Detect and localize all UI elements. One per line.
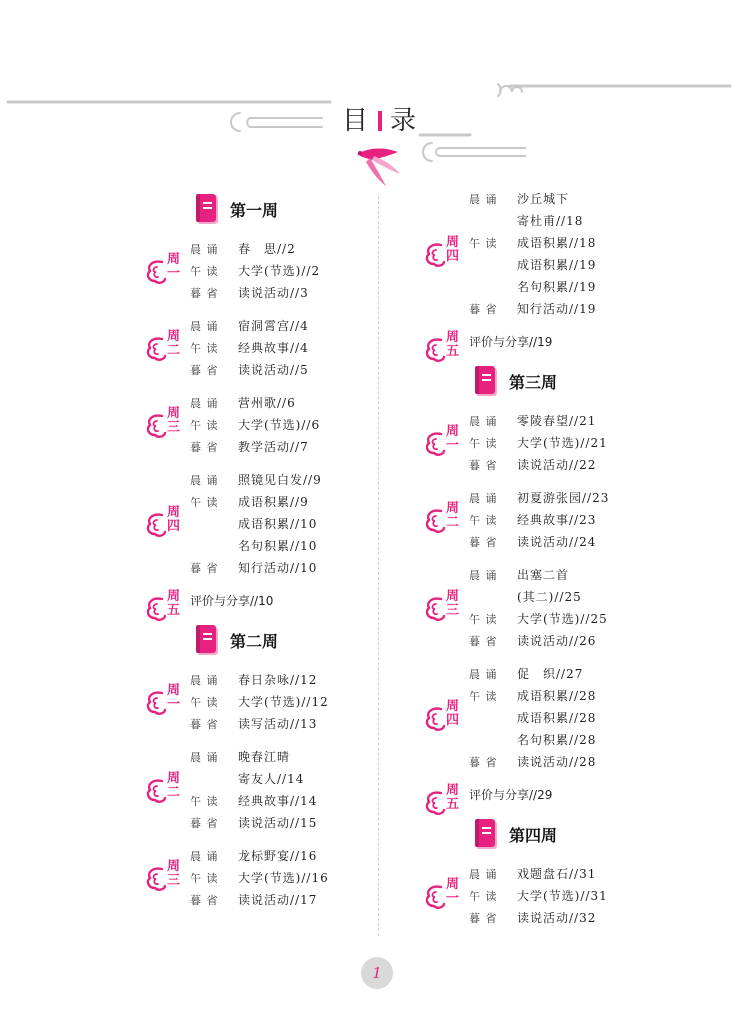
toc-entry[interactable] (469, 885, 685, 907)
entry-title: 晚春江晴 (238, 750, 291, 764)
week-heading (146, 623, 371, 661)
entry-label: 暮 省 (469, 756, 498, 769)
entry-list (469, 331, 685, 353)
toc-entry[interactable] (190, 315, 371, 337)
day-entry (146, 469, 371, 579)
toc-entry[interactable] (190, 691, 371, 713)
evaluation-entry (425, 783, 685, 812)
entry-title: 评价与分享//10 (190, 594, 274, 608)
badge-char: 周 (446, 783, 460, 798)
entry-title: 春 思//2 (238, 242, 296, 256)
day-badge (146, 330, 186, 370)
badge-char: 周 (167, 505, 181, 520)
entry-label: 晨 诵 (190, 474, 219, 487)
page-title (342, 100, 418, 137)
toc-entry[interactable] (469, 531, 685, 553)
entry-label: 暮 省 (190, 562, 219, 575)
entry-title: 读说活动//3 (238, 286, 309, 300)
entry-label: 晨 诵 (190, 751, 219, 764)
day-badge-label (446, 700, 462, 728)
entry-list (190, 590, 371, 612)
badge-char: 周 (446, 877, 460, 892)
toc-entry[interactable] (190, 513, 371, 535)
entry-title: 读写活动//13 (238, 717, 318, 731)
day-entry (425, 663, 685, 773)
entry-label: 晨 诵 (469, 492, 498, 505)
day-badge-label (446, 878, 462, 906)
toc-entry[interactable] (469, 331, 685, 353)
entry-list (469, 188, 685, 320)
toc-entry[interactable] (190, 238, 371, 260)
book-icon (475, 366, 495, 394)
entry-title: 寄友人//14 (238, 772, 305, 786)
entry-label: 午 读 (469, 890, 498, 903)
entry-label: 午 读 (469, 437, 498, 450)
day-entry (146, 746, 371, 834)
entry-title: 经典故事//23 (517, 513, 597, 527)
entry-label: 暮 省 (469, 912, 498, 925)
badge-char: 二 (167, 785, 181, 800)
toc-entry[interactable] (469, 188, 685, 210)
book-icon (196, 194, 216, 222)
entry-label: 晨 诵 (190, 850, 219, 863)
entry-list (469, 663, 685, 773)
day-badge-label (167, 253, 183, 281)
swallow-icon (357, 149, 400, 187)
badge-char: 三 (446, 603, 460, 618)
entry-label: 暮 省 (190, 817, 219, 830)
entry-title: 评价与分享//29 (469, 788, 553, 802)
day-badge-label (446, 502, 462, 530)
day-entry (425, 564, 685, 652)
toc-entry[interactable] (469, 232, 685, 254)
day-badge-label (446, 331, 462, 359)
entry-title: 龙标野宴//16 (238, 849, 318, 863)
entry-title: 成语积累//19 (517, 258, 597, 272)
entry-label: 晨 诵 (469, 868, 498, 881)
entry-list (190, 746, 371, 834)
badge-char: 周 (167, 589, 181, 604)
day-badge (425, 878, 465, 918)
entry-list (469, 410, 685, 476)
title-divider (378, 111, 382, 131)
toc-entry[interactable] (469, 410, 685, 432)
entry-title: 成语积累//28 (517, 689, 597, 703)
badge-char: 周 (167, 859, 181, 874)
entry-title: 读说活动//15 (238, 816, 318, 830)
toc-entry[interactable] (469, 298, 685, 320)
day-badge (425, 502, 465, 542)
entry-title: 读说活动//22 (517, 458, 597, 472)
day-badge (425, 236, 465, 276)
day-entry (146, 392, 371, 458)
toc-right-column (425, 188, 685, 940)
toc-entry[interactable] (190, 889, 371, 911)
entry-title: 成语积累//28 (517, 711, 597, 725)
entry-label: 暮 省 (469, 536, 498, 549)
day-badge (146, 253, 186, 293)
entry-list (190, 238, 371, 304)
week-heading (425, 364, 685, 402)
toc-entry[interactable] (469, 586, 685, 608)
title-right: 录 (390, 106, 419, 136)
toc-entry[interactable] (469, 729, 685, 751)
entry-label: 晨 诵 (469, 668, 498, 681)
toc-entry[interactable] (190, 469, 371, 491)
entry-title: 大学(节选)//21 (517, 436, 608, 450)
entry-title: (其二)//25 (517, 590, 582, 604)
entry-title: 读说活动//28 (517, 755, 597, 769)
toc-entry[interactable] (469, 454, 685, 476)
entry-title: 大学(节选)//6 (238, 418, 321, 432)
entry-label: 暮 省 (190, 718, 219, 731)
badge-char: 四 (446, 249, 460, 264)
week-title: 第四周 (509, 826, 558, 845)
entry-label: 午 读 (469, 613, 498, 626)
toc-entry[interactable] (190, 535, 371, 557)
day-entry (425, 410, 685, 476)
entry-title: 初夏游张园//23 (517, 491, 610, 505)
day-entry (146, 315, 371, 381)
entry-title: 读说活动//26 (517, 634, 597, 648)
entry-label: 暮 省 (190, 287, 219, 300)
badge-char: 四 (446, 713, 460, 728)
entry-title: 读说活动//17 (238, 893, 318, 907)
entry-label: 午 读 (190, 342, 219, 355)
day-badge-label (167, 590, 183, 618)
entry-title: 经典故事//4 (238, 341, 309, 355)
badge-char: 一 (446, 438, 460, 453)
toc-entry[interactable] (469, 254, 685, 276)
toc-entry[interactable] (190, 392, 371, 414)
toc-entry[interactable] (469, 751, 685, 773)
entry-title: 评价与分享//19 (469, 335, 553, 349)
entry-title: 大学(节选)//31 (517, 889, 608, 903)
toc-entry[interactable] (469, 509, 685, 531)
badge-char: 周 (167, 683, 181, 698)
badge-char: 周 (446, 501, 460, 516)
entry-label: 午 读 (469, 237, 498, 250)
entry-list (469, 863, 685, 929)
toc-entry[interactable] (190, 812, 371, 834)
toc-entry[interactable] (469, 276, 685, 298)
entry-title: 营州歌//6 (238, 396, 296, 410)
entry-title: 零陵春望//21 (517, 414, 597, 428)
entry-title: 照镜见白发//9 (238, 473, 322, 487)
entry-label: 晨 诵 (190, 320, 219, 333)
toc-entry[interactable] (469, 608, 685, 630)
toc-entry[interactable] (190, 260, 371, 282)
badge-char: 周 (446, 589, 460, 604)
entry-list (190, 469, 371, 579)
entry-title: 成语积累//18 (517, 236, 597, 250)
entry-title: 知行活动//19 (517, 302, 597, 316)
toc-entry[interactable] (469, 432, 685, 454)
entry-label: 晨 诵 (469, 569, 498, 582)
entry-label: 午 读 (190, 265, 219, 278)
toc-entry[interactable] (190, 746, 371, 768)
toc-entry[interactable] (190, 337, 371, 359)
entry-title: 名句积累//10 (238, 539, 318, 553)
entry-label: 午 读 (190, 795, 219, 808)
entry-label: 午 读 (190, 496, 219, 509)
entry-title: 教学活动//7 (238, 440, 309, 454)
entry-title: 大学(节选)//2 (238, 264, 321, 278)
entry-title: 出塞二首 (517, 568, 570, 582)
entry-title: 促 织//27 (517, 667, 584, 681)
entry-label: 暮 省 (469, 635, 498, 648)
entry-title: 戏题盘石//31 (517, 867, 597, 881)
day-badge-label (446, 784, 462, 812)
toc-entry[interactable] (190, 557, 371, 579)
day-badge-label (446, 590, 462, 618)
page-number: 1 (361, 957, 393, 989)
toc-entry[interactable] (190, 867, 371, 889)
column-divider (378, 196, 379, 936)
entry-list (469, 487, 685, 553)
entry-list (469, 564, 685, 652)
toc-entry[interactable] (190, 282, 371, 304)
day-badge (146, 772, 186, 812)
week-heading (146, 192, 371, 230)
entry-label: 晨 诵 (469, 193, 498, 206)
toc-entry[interactable] (190, 491, 371, 513)
day-badge-label (167, 860, 183, 888)
entry-label: 晨 诵 (469, 415, 498, 428)
book-icon (475, 819, 495, 847)
entry-list (190, 669, 371, 735)
entry-title: 读说活动//5 (238, 363, 309, 377)
entry-title: 大学(节选)//25 (517, 612, 608, 626)
badge-char: 周 (446, 235, 460, 250)
entry-label: 午 读 (190, 872, 219, 885)
badge-char: 一 (167, 697, 181, 712)
toc-entry[interactable] (190, 590, 371, 612)
entry-title: 成语积累//10 (238, 517, 318, 531)
toc-entry[interactable] (190, 768, 371, 790)
badge-char: 周 (446, 424, 460, 439)
day-badge (425, 590, 465, 630)
badge-char: 周 (167, 329, 181, 344)
toc-left-column (146, 188, 371, 922)
entry-label: 暮 省 (469, 459, 498, 472)
badge-char: 三 (167, 420, 181, 435)
toc-entry[interactable] (469, 907, 685, 929)
entry-title: 名句积累//28 (517, 733, 597, 747)
day-badge (425, 700, 465, 740)
badge-char: 一 (167, 266, 181, 281)
badge-char: 周 (167, 252, 181, 267)
badge-char: 周 (167, 406, 181, 421)
day-badge-label (167, 407, 183, 435)
toc-entry[interactable] (190, 669, 371, 691)
badge-char: 一 (446, 891, 460, 906)
toc-entry[interactable] (469, 863, 685, 885)
entry-list (190, 392, 371, 458)
badge-char: 五 (167, 603, 181, 618)
toc-entry[interactable] (469, 707, 685, 729)
day-badge-label (446, 236, 462, 264)
day-entry (146, 845, 371, 911)
entry-list (469, 784, 685, 806)
week-title: 第三周 (509, 373, 558, 392)
day-badge (146, 684, 186, 724)
badge-char: 五 (446, 344, 460, 359)
entry-label: 午 读 (469, 690, 498, 703)
entry-label: 晨 诵 (190, 243, 219, 256)
day-badge (146, 860, 186, 900)
week-title: 第二周 (230, 632, 279, 651)
badge-char: 周 (446, 330, 460, 345)
toc-entry[interactable] (190, 359, 371, 381)
toc-entry[interactable] (190, 414, 371, 436)
day-badge-label (167, 330, 183, 358)
entry-label: 午 读 (469, 514, 498, 527)
badge-char: 周 (167, 771, 181, 786)
entry-label: 暮 省 (190, 894, 219, 907)
entry-label: 暮 省 (190, 364, 219, 377)
entry-title: 寄杜甫//18 (517, 214, 584, 228)
day-badge (146, 407, 186, 447)
book-icon (196, 625, 216, 653)
toc-entry[interactable] (469, 564, 685, 586)
toc-entry[interactable] (469, 663, 685, 685)
toc-entry[interactable] (190, 713, 371, 735)
entry-list (190, 315, 371, 381)
badge-char: 三 (167, 873, 181, 888)
badge-char: 二 (446, 515, 460, 530)
evaluation-entry (425, 330, 685, 359)
entry-title: 经典故事//14 (238, 794, 318, 808)
week-heading (425, 817, 685, 855)
entry-list (190, 845, 371, 911)
day-entry (146, 238, 371, 304)
toc-entry[interactable] (469, 210, 685, 232)
toc-entry[interactable] (469, 630, 685, 652)
title-left: 目 (342, 106, 371, 136)
entry-title: 大学(节选)//16 (238, 871, 329, 885)
day-entry (146, 669, 371, 735)
toc-entry[interactable] (190, 790, 371, 812)
entry-label: 午 读 (190, 696, 219, 709)
entry-title: 沙丘城下 (517, 192, 570, 206)
toc-entry[interactable] (190, 436, 371, 458)
badge-char: 周 (446, 699, 460, 714)
entry-title: 读说活动//32 (517, 911, 597, 925)
entry-title: 知行活动//10 (238, 561, 318, 575)
entry-title: 宿洞霄宫//4 (238, 319, 309, 333)
badge-char: 五 (446, 797, 460, 812)
badge-char: 二 (167, 343, 181, 358)
entry-label: 晨 诵 (190, 674, 219, 687)
entry-label: 晨 诵 (190, 397, 219, 410)
entry-title: 成语积累//9 (238, 495, 309, 509)
toc-entry[interactable] (469, 685, 685, 707)
entry-title: 读说活动//24 (517, 535, 597, 549)
toc-entry[interactable] (469, 784, 685, 806)
entry-label: 午 读 (190, 419, 219, 432)
toc-entry[interactable] (190, 845, 371, 867)
entry-label: 暮 省 (190, 441, 219, 454)
week-title: 第一周 (230, 201, 279, 220)
entry-title: 春日杂咏//12 (238, 673, 318, 687)
entry-title: 大学(节选)//12 (238, 695, 329, 709)
badge-char: 四 (167, 519, 181, 534)
day-badge (146, 506, 186, 546)
day-entry (425, 863, 685, 929)
entry-title: 名句积累//19 (517, 280, 597, 294)
day-entry (425, 487, 685, 553)
day-badge-label (167, 684, 183, 712)
day-badge-label (167, 506, 183, 534)
toc-entry[interactable] (469, 487, 685, 509)
evaluation-entry (146, 589, 371, 618)
day-entry (425, 188, 685, 320)
day-badge-label (446, 425, 462, 453)
entry-label: 暮 省 (469, 303, 498, 316)
day-badge (425, 425, 465, 465)
day-badge-label (167, 772, 183, 800)
